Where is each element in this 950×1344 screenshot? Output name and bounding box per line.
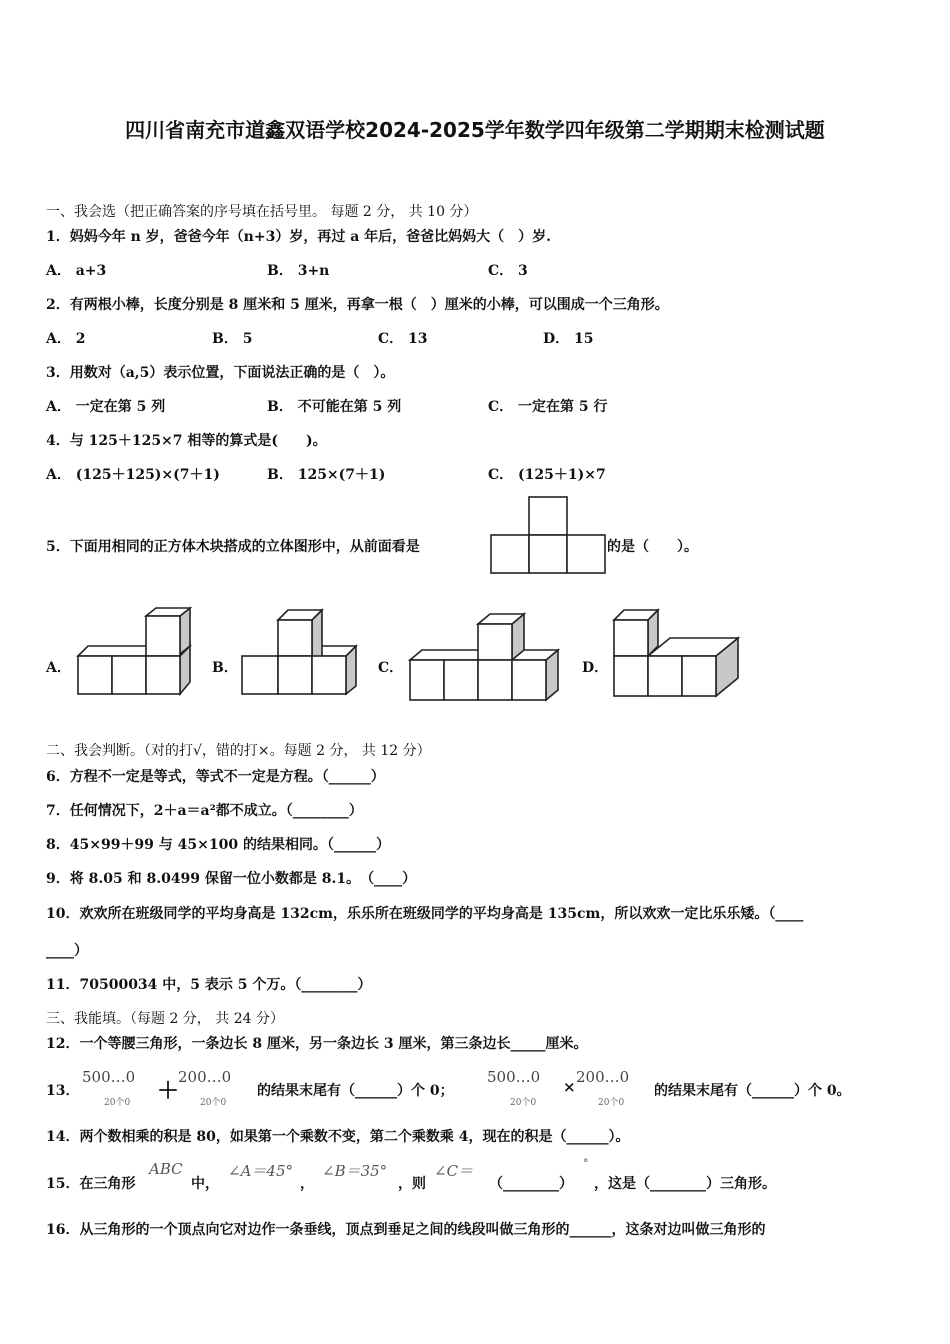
q4-stem: 4．与 125＋125×7 相等的算式是( )。 [46, 433, 327, 449]
q13-expr2-sub-a: 20个0 [510, 1098, 537, 1108]
q15-angle-b: ∠B＝35° [322, 1162, 388, 1180]
q13-expr2-500: 500…0 [487, 1068, 541, 1086]
q12: 12．一个等腰三角形，一条边长 8 厘米，另一条边长 3 厘米，第三条边长_____厘米。 [46, 1036, 588, 1052]
q13-mid: 的结果末尾有（______）个 0； [257, 1083, 454, 1099]
q8: 8．45×99＋99 与 45×100 的结果相同。（______） [46, 837, 390, 853]
q13-expr1-sub-b: 20个0 [200, 1098, 227, 1108]
q13-expr1-200: 200…0 [178, 1068, 232, 1086]
q6: 6．方程不一定是等式，等式不一定是方程。（______） [46, 769, 385, 785]
q15-degree: ° [583, 1157, 589, 1170]
q5-option-d[interactable]: D． [582, 660, 609, 676]
q15-triangle-abc: ABC [149, 1160, 183, 1178]
front-view-figure [490, 496, 608, 576]
q7: 7．任何情况下，2＋a＝a²都不成立。（________） [46, 803, 363, 819]
q2-option-c[interactable]: C． 13 [378, 331, 428, 347]
q13-expr2-sub-b: 20个0 [598, 1098, 625, 1108]
q5-stem-post: 的是（ ）。 [607, 539, 698, 555]
q9: 9．将 8.05 和 8.0499 保留一位小数都是 8.1。 （____） [46, 871, 417, 887]
q10-line2: ____） [46, 943, 88, 959]
page-title: 四川省南充市道鑫双语学校2024-2025学年数学四年级第二学期期末检测试题 [125, 118, 825, 142]
q1-option-a[interactable]: A． a+3 [46, 263, 107, 279]
q15-mid: ，这是（________）三角形。 [594, 1176, 776, 1192]
q13-expr1-sub-a: 20个0 [104, 1098, 131, 1108]
q15-blank: （________） [489, 1176, 573, 1192]
q13-expr2-200: 200…0 [576, 1068, 630, 1086]
q4-option-c[interactable]: C． (125＋1)×7 [488, 467, 606, 483]
q5-stem-pre: 5．下面用相同的正方体木块搭成的立体图形中，从前面看是 [46, 539, 420, 555]
q3-stem: 3．用数对（a,5）表示位置，下面说法正确的是（ ）。 [46, 365, 395, 381]
q13-end: 的结果末尾有（______）个 0。 [654, 1083, 851, 1099]
q14: 14．两个数相乘的积是 80，如果第一个乘数不变，第二个乘数乘 4，现在的积是（______）。 [46, 1129, 630, 1145]
cube-figure-b[interactable] [242, 606, 366, 698]
cube-figure-a[interactable] [78, 606, 210, 698]
q15-zhong: 中， [191, 1176, 219, 1192]
cube-figure-d[interactable] [614, 606, 742, 698]
q2-option-d[interactable]: D． 15 [543, 331, 594, 347]
q4-option-b[interactable]: B． 125×(7＋1) [267, 467, 386, 483]
q2-stem: 2．有两根小棒，长度分别是 8 厘米和 5 厘米，再拿一根（ ）厘米的小棒，可以围成一个三角形。 [46, 297, 669, 313]
q3-option-a[interactable]: A． 一定在第 5 列 [46, 399, 166, 415]
q15-pre: 15．在三角形 [46, 1176, 136, 1192]
q1-option-c[interactable]: C． 3 [488, 263, 528, 279]
q2-option-b[interactable]: B． 5 [212, 331, 253, 347]
cube-figure-c[interactable] [410, 610, 562, 702]
q15-angle-c: ∠C＝ [434, 1162, 474, 1180]
q13-expr1-500: 500…0 [82, 1068, 136, 1086]
q15-comma: ， [300, 1176, 314, 1192]
q15-ze: ，则 [398, 1176, 426, 1192]
q3-option-b[interactable]: B． 不可能在第 5 列 [267, 399, 402, 415]
q3-option-c[interactable]: C． 一定在第 5 行 [488, 399, 608, 415]
section-1-heading: 一、我会选（把正确答案的序号填在括号里。 每题 2 分， 共 10 分） [46, 204, 478, 220]
q13-plus: ＋ [157, 1078, 180, 1104]
q13-times: × [563, 1078, 576, 1096]
q15-angle-a: ∠A＝45° [228, 1162, 293, 1180]
q2-option-a[interactable]: A． 2 [46, 331, 86, 347]
q16: 16．从三角形的一个顶点向它对边作一条垂线，顶点到垂足之间的线段叫做三角形的______，这条对边叫做三角形的 [46, 1222, 766, 1238]
q4-option-a[interactable]: A． (125＋125)×(7＋1) [46, 467, 220, 483]
q5-option-c[interactable]: C． [378, 660, 404, 676]
section-3-heading: 三、我能填。（每题 2 分， 共 24 分） [46, 1011, 284, 1027]
q5-option-b[interactable]: B． [212, 660, 238, 676]
q1-option-b[interactable]: B． 3+n [267, 263, 330, 279]
q13-number: 13． [46, 1083, 80, 1099]
section-2-heading: 二、我会判断。（对的打√，错的打×。每题 2 分， 共 12 分） [46, 743, 431, 759]
q1-stem: 1．妈妈今年 n 岁，爸爸今年（n+3）岁，再过 a 年后，爸爸比妈妈大（ ）岁. [46, 229, 552, 245]
q10-line1: 10．欢欢所在班级同学的平均身高是 132cm，乐乐所在班级同学的平均身高是 135cm，所以欢欢一定比乐乐矮。（____ [46, 906, 804, 922]
q5-option-a[interactable]: A． [46, 660, 71, 676]
q11: 11．70500034 中，5 表示 5 个万。（________） [46, 977, 372, 993]
